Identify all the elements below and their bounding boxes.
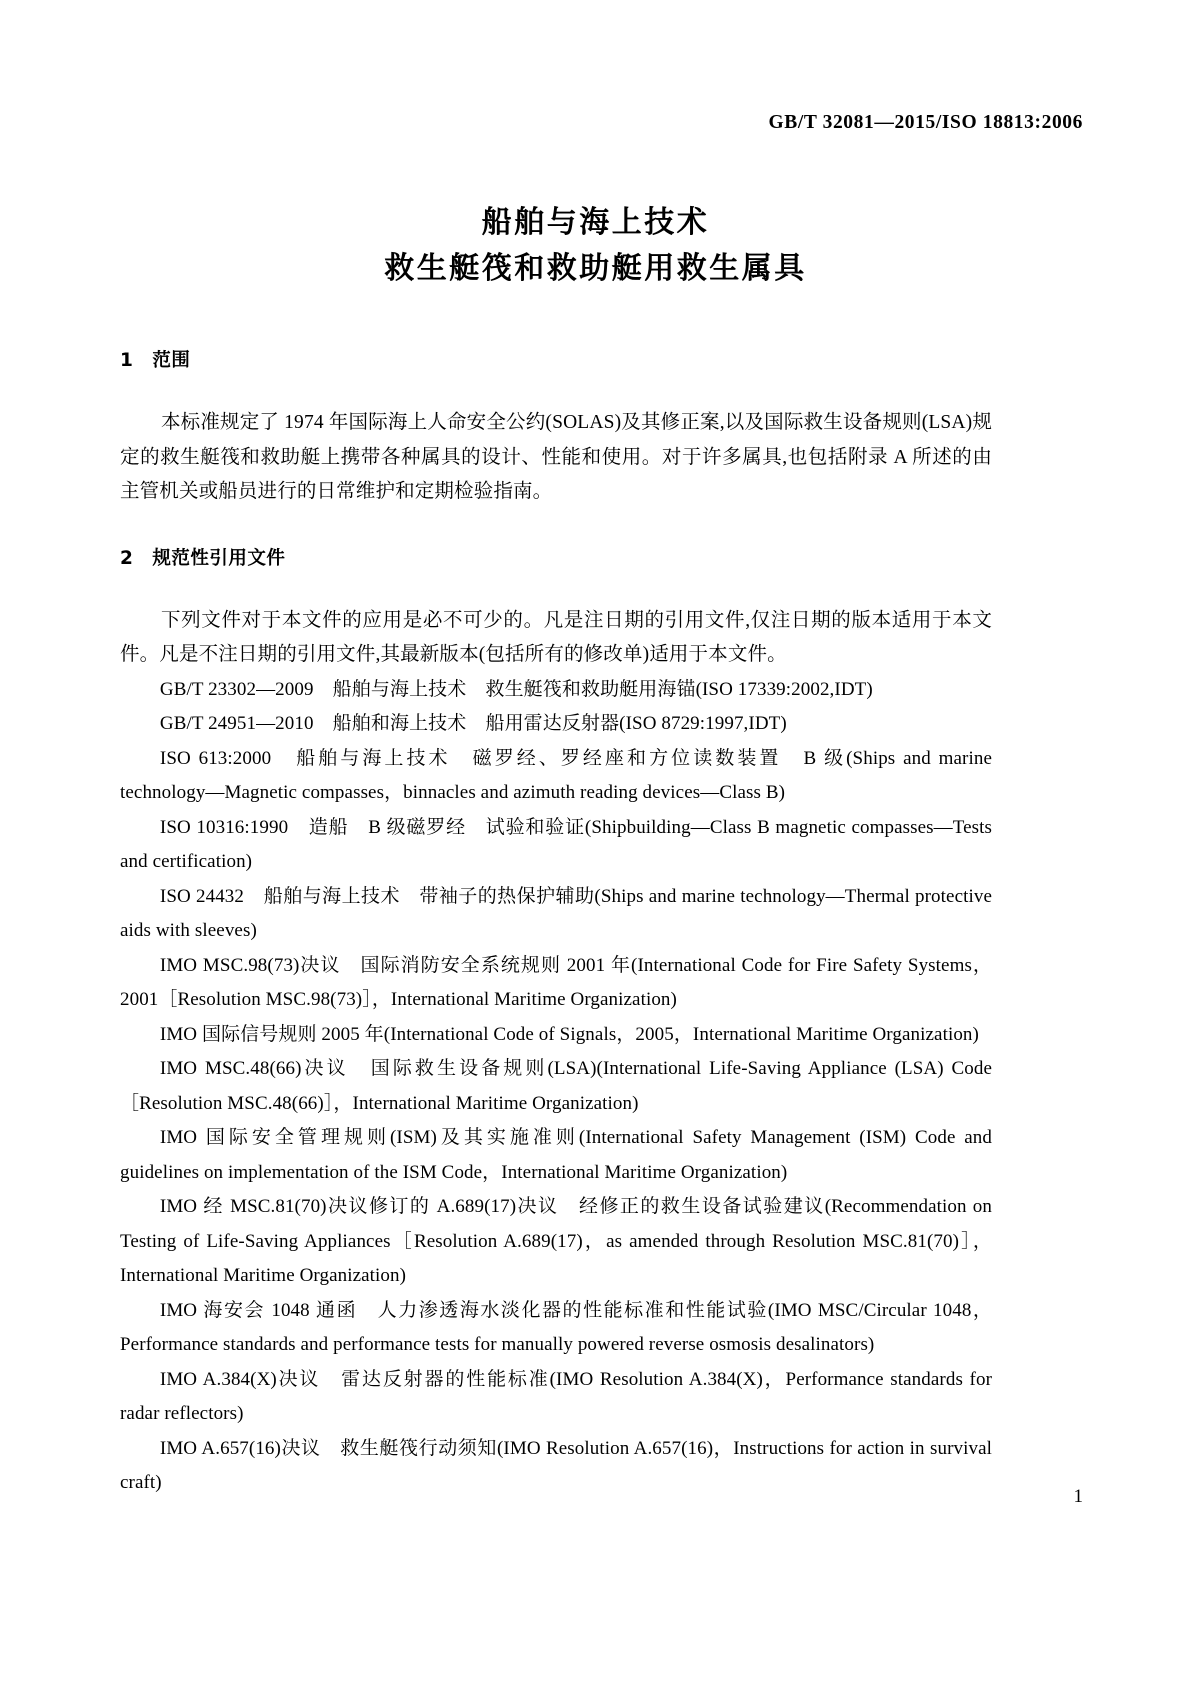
- reference-item: IMO MSC.98(73)决议 国际消防安全系统规则 2001 年(International Code for Fire Safety Systems，2001［Resolution MSC.98(73)］，International Maritime Organization): [120, 954, 992, 1010]
- reference-item: ISO 10316:1990 造船 B 级磁罗经 试验和验证(Shipbuilding—Class B magnetic compasses—Tests and certification): [120, 816, 992, 872]
- clause-heading-1: 1 范围: [120, 350, 191, 371]
- page-header-standard-code: GB/T 32081—2015/ISO 18813:2006: [768, 112, 1083, 133]
- page-number: 1: [1073, 1486, 1083, 1507]
- reference-item: IMO MSC.48(66)决议 国际救生设备规则(LSA)(International Life-Saving Appliance (LSA) Code［Resolution MSC.48(66)］，International Maritime Organization): [120, 1058, 992, 1114]
- document-title-line-1: 船舶与海上技术: [481, 205, 710, 240]
- reference-item: IMO 经 MSC.81(70)决议修订的 A.689(17)决议 经修正的救生设备试验建议(Recommendation on Testing of Life-Saving Appliances［Resolution A.689(17)，as amended through Resolution MSC.81(70)］，International Maritime Organization): [120, 1196, 992, 1286]
- reference-item: ISO 613:2000 船舶与海上技术 磁罗经、罗经座和方位读数装置 B 级(Ships and marine technology—Magnetic compasses，binnacles and azimuth reading devices—Class B): [120, 747, 992, 803]
- document-body: [120, 346, 992, 1501]
- clause-2-paragraph-1: 下列文件对于本文件的应用是必不可少的。凡是注日期的引用文件,仅注日期的版本适用于本文件。凡是不注日期的引用文件,其最新版本(包括所有的修改单)适用于本文件。: [120, 609, 992, 665]
- document-title-line-2: 救生艇筏和救助艇用救生属具: [384, 251, 807, 286]
- reference-item: IMO 海安会 1048 通函 人力渗透海水淡化器的性能标准和性能试验(IMO MSC/Circular 1048，Performance standards and performance tests for manually powered reverse osmosis desalinators): [120, 1299, 992, 1355]
- reference-item: IMO A.384(X)决议 雷达反射器的性能标准(IMO Resolution A.384(X)，Performance standards for radar reflectors): [120, 1368, 992, 1424]
- reference-item: IMO A.657(16)决议 救生艇筏行动须知(IMO Resolution A.657(16)，Instructions for action in survival craft): [120, 1437, 992, 1493]
- spacer: [120, 510, 992, 544]
- spacer: [120, 376, 992, 406]
- clause-1-paragraph-1: 本标准规定了 1974 年国际海上人命安全公约(SOLAS)及其修正案,以及国际救生设备规则(LSA)规定的救生艇筏和救助艇上携带各种属具的设计、性能和使用。对于许多属具,也包括附录 A 所述的由主管机关或船员进行的日常维护和定期检验指南。: [120, 412, 992, 502]
- normative-references-list: [120, 673, 992, 1501]
- document-title: [0, 200, 1191, 292]
- reference-item: GB/T 24951—2010 船舶和海上技术 船用雷达反射器(ISO 8729:1997,IDT): [159, 713, 787, 734]
- spacer: [120, 574, 992, 604]
- reference-item: ISO 24432 船舶与海上技术 带袖子的热保护辅助(Ships and marine technology—Thermal protective aids with sleeves): [120, 885, 992, 941]
- reference-item: IMO 国际信号规则 2005 年(International Code of Signals，2005，International Maritime Organization): [159, 1023, 979, 1045]
- reference-item: IMO 国际安全管理规则(ISM)及其实施准则(International Safety Management (ISM) Code and guidelines on implementation of the ISM Code，International Maritime Organization): [120, 1127, 992, 1183]
- reference-item: GB/T 23302—2009 船舶与海上技术 救生艇筏和救助艇用海锚(ISO 17339:2002,IDT): [159, 678, 873, 700]
- clause-heading-2: 2 规范性引用文件: [120, 547, 286, 569]
